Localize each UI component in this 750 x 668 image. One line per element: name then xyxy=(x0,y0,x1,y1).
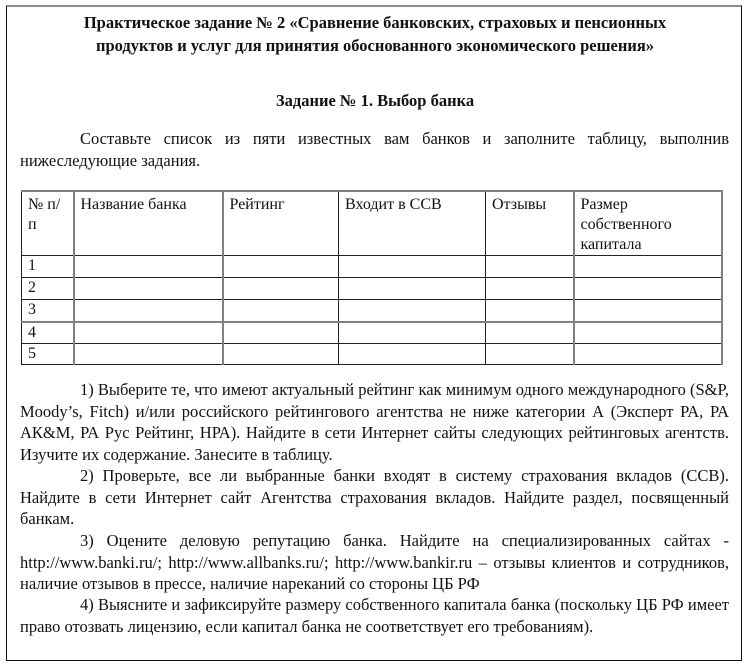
table-row xyxy=(22,322,722,344)
header-bank-name xyxy=(74,191,223,256)
header-rating xyxy=(223,191,339,256)
cell-in-dis[interactable] xyxy=(339,344,486,365)
cell-rating[interactable] xyxy=(223,344,339,365)
cell-in-dis[interactable] xyxy=(339,256,486,278)
cell-number: 2 xyxy=(22,278,74,300)
bank-comparison-table xyxy=(21,190,723,365)
cell-rating[interactable] xyxy=(223,256,339,278)
header-in-dis xyxy=(339,191,486,256)
task-item-4: 4) Выясните и зафиксируйте размеру собственного капитала банка (поскольку ЦБ РФ имеет право отозвать лицензию, если капитал банка не соответствует его требованиям). xyxy=(20,595,729,636)
cell-capital[interactable] xyxy=(574,256,722,278)
header-number-label: № п/п xyxy=(28,196,61,233)
cell-reviews[interactable] xyxy=(486,344,574,365)
cell-reviews[interactable] xyxy=(486,322,574,344)
intro-paragraph: Составьте список из пяти известных вам банков и заполните таблицу, выполнив нижеследующие задания. xyxy=(20,129,729,170)
cell-number: 4 xyxy=(22,322,74,344)
cell-rating[interactable] xyxy=(223,278,339,300)
cell-rating[interactable] xyxy=(223,322,339,344)
cell-rating[interactable] xyxy=(223,300,339,322)
header-bank-name-label: Название банка xyxy=(80,196,187,213)
document-title-line-2: продуктов и услуг для принятия обоснованного экономического решения» xyxy=(95,36,655,55)
cell-in-dis[interactable] xyxy=(339,278,486,300)
header-reviews xyxy=(486,191,574,256)
task-item-1: 1) Выберите те, что имеют актуальный рейтинг как минимум одного международного (S&P, Moody’s, Fitch) и/или российского рейтингового агентства не ниже категории А (Эксперт РА, РА АК&М, РА Рус Рейтинг, НРА). Найдите в сети Интернет сайты следующих рейтинговых агентств. Изучите их содержание. Занесите в таблицу. xyxy=(20,380,729,464)
task-heading: Задание № 1. Выбор банка xyxy=(275,91,475,110)
header-number xyxy=(22,191,74,256)
cell-capital[interactable] xyxy=(574,344,722,365)
cell-bank-name[interactable] xyxy=(74,344,223,365)
table-row xyxy=(22,300,722,322)
cell-capital[interactable] xyxy=(574,278,722,300)
cell-number: 3 xyxy=(22,300,74,322)
table-header-row xyxy=(22,191,722,256)
table-row xyxy=(22,278,722,300)
cell-in-dis[interactable] xyxy=(339,300,486,322)
cell-reviews[interactable] xyxy=(486,300,574,322)
cell-reviews[interactable] xyxy=(486,278,574,300)
cell-reviews[interactable] xyxy=(486,256,574,278)
cell-number: 5 xyxy=(22,344,74,365)
cell-bank-name[interactable] xyxy=(74,322,223,344)
cell-number: 1 xyxy=(22,256,74,278)
header-capital-label: Размер собственного капитала xyxy=(580,196,672,253)
task-item-2: 2) Проверьте, все ли выбранные банки входят в систему страхования вкладов (ССВ). Найдите в сети Интернет сайт Агентства страхования вкладов. Найдите раздел, посвященный банкам. xyxy=(20,466,729,528)
document-title xyxy=(20,11,730,57)
cell-capital[interactable] xyxy=(574,322,722,344)
cell-bank-name[interactable] xyxy=(74,300,223,322)
header-reviews-label: Отзывы xyxy=(492,196,547,213)
task-item-3: 3) Оцените деловую репутацию банка. Найдите на специализированных сайтах - http://www.banki.ru/; http://www.allbanks.ru/; http://www.bankir.ru – отзывы клиентов и сотрудников, наличие отзывов в прессе, наличие нареканий со стороны ЦБ РФ xyxy=(20,531,729,593)
cell-bank-name[interactable] xyxy=(74,278,223,300)
header-rating-label: Рейтинг xyxy=(229,196,285,213)
cell-bank-name[interactable] xyxy=(74,256,223,278)
table-row xyxy=(22,344,722,365)
header-in-dis-label: Входит в ССВ xyxy=(345,196,442,213)
document-title-line-1: Практическое задание № 2 «Сравнение банковских, страховых и пенсионных xyxy=(83,13,667,32)
cell-in-dis[interactable] xyxy=(339,322,486,344)
table-row xyxy=(22,256,722,278)
header-capital xyxy=(574,191,722,256)
cell-capital[interactable] xyxy=(574,300,722,322)
